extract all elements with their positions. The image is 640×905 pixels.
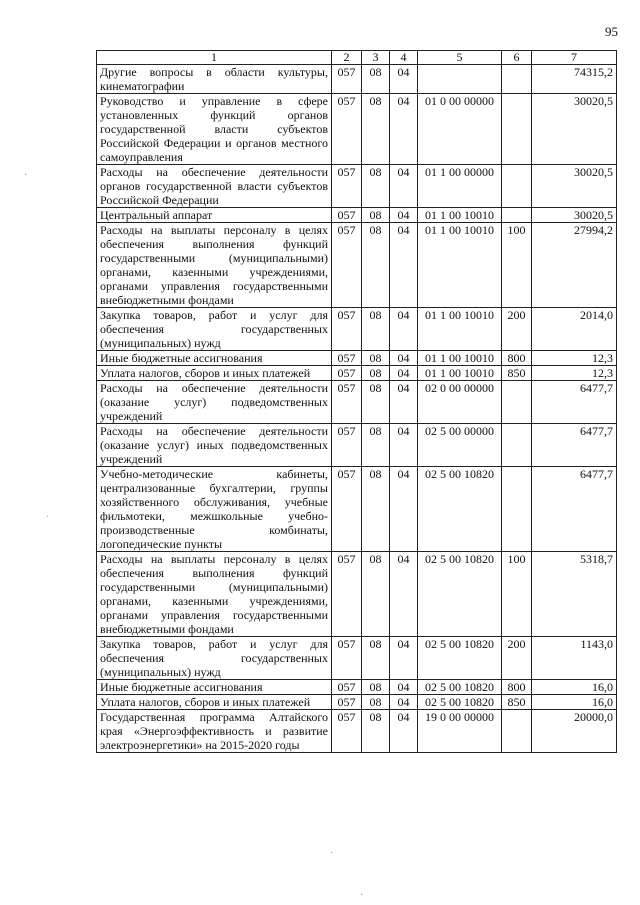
cell-rz: 08 xyxy=(362,695,390,710)
cell-ved: 057 xyxy=(332,467,362,552)
cell-rz: 08 xyxy=(362,710,390,753)
column-header: 2 xyxy=(332,51,362,65)
cell-ved: 057 xyxy=(332,94,362,165)
cell-pr: 04 xyxy=(390,710,418,753)
cell-pr: 04 xyxy=(390,65,418,94)
cell-name: Уплата налогов, сборов и иных платежей xyxy=(97,695,332,710)
cell-ved: 057 xyxy=(332,208,362,223)
table-row xyxy=(97,65,617,94)
table-row xyxy=(97,680,617,695)
cell-ved: 057 xyxy=(332,366,362,381)
cell-vr: 850 xyxy=(502,695,532,710)
cell-name: Расходы на обеспечение деятельности органов государственной власти субъектов Российской Федерации xyxy=(97,165,332,208)
cell-ved: 057 xyxy=(332,65,362,94)
cell-vr: 100 xyxy=(502,223,532,308)
cell-rz: 08 xyxy=(362,680,390,695)
cell-csr: 02 5 00 10820 xyxy=(418,637,502,680)
cell-csr: 19 0 00 00000 xyxy=(418,710,502,753)
cell-rz: 08 xyxy=(362,366,390,381)
cell-csr: 02 5 00 10820 xyxy=(418,680,502,695)
table-row xyxy=(97,351,617,366)
cell-sum: 20000,0 xyxy=(532,710,617,753)
table-row xyxy=(97,94,617,165)
cell-ved: 057 xyxy=(332,223,362,308)
cell-sum: 74315,2 xyxy=(532,65,617,94)
cell-sum: 30020,5 xyxy=(532,208,617,223)
cell-pr: 04 xyxy=(390,351,418,366)
table-row xyxy=(97,637,617,680)
cell-name: Расходы на обеспечение деятельности (оказание услуг) подведомственных учреждений xyxy=(97,381,332,424)
table-row xyxy=(97,308,617,351)
cell-rz: 08 xyxy=(362,351,390,366)
cell-sum: 1143,0 xyxy=(532,637,617,680)
cell-vr xyxy=(502,467,532,552)
cell-rz: 08 xyxy=(362,467,390,552)
cell-ved: 057 xyxy=(332,680,362,695)
column-header: 6 xyxy=(502,51,532,65)
table-header-row xyxy=(97,51,617,65)
page-number: 95 xyxy=(605,24,618,39)
cell-csr: 01 1 00 00000 xyxy=(418,165,502,208)
cell-vr xyxy=(502,94,532,165)
cell-vr xyxy=(502,424,532,467)
cell-name: Центральный аппарат xyxy=(97,208,332,223)
column-header: 1 xyxy=(97,51,332,65)
cell-ved: 057 xyxy=(332,552,362,637)
cell-ved: 057 xyxy=(332,710,362,753)
cell-csr: 01 0 00 00000 xyxy=(418,94,502,165)
cell-rz: 08 xyxy=(362,424,390,467)
cell-vr xyxy=(502,65,532,94)
cell-rz: 08 xyxy=(362,94,390,165)
cell-name: Государственная программа Алтайского края «Энергоэффективность и развитие электроэнергетики» на 2015-2020 годы xyxy=(97,710,332,753)
cell-name: Расходы на обеспечение деятельности (оказание услуг) иных подведомственных учреждений xyxy=(97,424,332,467)
cell-name: Другие вопросы в области культуры, кинематографии xyxy=(97,65,332,94)
cell-name: Расходы на выплаты персоналу в целях обеспечения выполнения функций государственными (муниципальными) органами, казенными учреждениями, органами управления государственными внебюджетными фондами xyxy=(97,552,332,637)
table-row xyxy=(97,165,617,208)
cell-csr: 01 1 00 10010 xyxy=(418,308,502,351)
cell-vr: 200 xyxy=(502,308,532,351)
column-header: 3 xyxy=(362,51,390,65)
table-row xyxy=(97,552,617,637)
cell-rz: 08 xyxy=(362,381,390,424)
cell-csr: 02 5 00 10820 xyxy=(418,552,502,637)
cell-sum: 12,3 xyxy=(532,351,617,366)
cell-csr: 02 5 00 10820 xyxy=(418,467,502,552)
cell-name: Расходы на выплаты персоналу в целях обеспечения выполнения функций государственными (муниципальными) органами, казенными учреждениями, органами управления государственными внебюджетными фондами xyxy=(97,223,332,308)
cell-rz: 08 xyxy=(362,223,390,308)
cell-ved: 057 xyxy=(332,165,362,208)
cell-ved: 057 xyxy=(332,351,362,366)
scan-dot: · xyxy=(46,512,50,523)
cell-sum: 27994,2 xyxy=(532,223,617,308)
cell-rz: 08 xyxy=(362,208,390,223)
table-row xyxy=(97,208,617,223)
column-header: 4 xyxy=(390,51,418,65)
cell-vr: 850 xyxy=(502,366,532,381)
table-row xyxy=(97,366,617,381)
cell-rz: 08 xyxy=(362,165,390,208)
cell-pr: 04 xyxy=(390,680,418,695)
cell-sum: 6477,7 xyxy=(532,424,617,467)
cell-csr: 01 1 00 10010 xyxy=(418,208,502,223)
cell-csr: 01 1 00 10010 xyxy=(418,366,502,381)
table-body xyxy=(97,65,617,753)
cell-name: Руководство и управление в сфере установленных функций органов государственной власти субъектов Российской Федерации и органов местного самоуправления xyxy=(97,94,332,165)
cell-sum: 12,3 xyxy=(532,366,617,381)
cell-vr xyxy=(502,165,532,208)
cell-sum: 5318,7 xyxy=(532,552,617,637)
cell-name: Иные бюджетные ассигнования xyxy=(97,351,332,366)
cell-pr: 04 xyxy=(390,308,418,351)
cell-ved: 057 xyxy=(332,695,362,710)
table-row xyxy=(97,381,617,424)
table-row xyxy=(97,223,617,308)
cell-sum: 16,0 xyxy=(532,695,617,710)
cell-csr: 02 0 00 00000 xyxy=(418,381,502,424)
cell-csr: 02 5 00 10820 xyxy=(418,695,502,710)
cell-rz: 08 xyxy=(362,308,390,351)
cell-vr: 800 xyxy=(502,351,532,366)
cell-pr: 04 xyxy=(390,637,418,680)
cell-pr: 04 xyxy=(390,467,418,552)
cell-pr: 04 xyxy=(390,552,418,637)
cell-pr: 04 xyxy=(390,381,418,424)
cell-pr: 04 xyxy=(390,208,418,223)
column-header: 7 xyxy=(532,51,617,65)
cell-sum: 16,0 xyxy=(532,680,617,695)
cell-vr: 100 xyxy=(502,552,532,637)
cell-rz: 08 xyxy=(362,637,390,680)
cell-csr xyxy=(418,65,502,94)
cell-ved: 057 xyxy=(332,637,362,680)
cell-csr: 01 1 00 10010 xyxy=(418,223,502,308)
cell-pr: 04 xyxy=(390,695,418,710)
table-row xyxy=(97,424,617,467)
table-row xyxy=(97,710,617,753)
cell-ved: 057 xyxy=(332,424,362,467)
cell-vr: 200 xyxy=(502,637,532,680)
cell-vr xyxy=(502,208,532,223)
cell-csr: 02 5 00 00000 xyxy=(418,424,502,467)
cell-sum: 2014,0 xyxy=(532,308,617,351)
cell-pr: 04 xyxy=(390,424,418,467)
scan-dot: · xyxy=(360,890,364,901)
table-row xyxy=(97,467,617,552)
cell-sum: 6477,7 xyxy=(532,467,617,552)
cell-ved: 057 xyxy=(332,381,362,424)
table-row xyxy=(97,695,617,710)
cell-rz: 08 xyxy=(362,552,390,637)
cell-pr: 04 xyxy=(390,94,418,165)
cell-rz: 08 xyxy=(362,65,390,94)
cell-sum: 30020,5 xyxy=(532,165,617,208)
cell-csr: 01 1 00 10010 xyxy=(418,351,502,366)
cell-vr: 800 xyxy=(502,680,532,695)
cell-sum: 30020,5 xyxy=(532,94,617,165)
cell-sum: 6477,7 xyxy=(532,381,617,424)
cell-name: Уплата налогов, сборов и иных платежей xyxy=(97,366,332,381)
scan-dot: · xyxy=(24,170,28,181)
cell-name: Иные бюджетные ассигнования xyxy=(97,680,332,695)
cell-vr xyxy=(502,710,532,753)
cell-pr: 04 xyxy=(390,165,418,208)
scan-dot: · xyxy=(330,848,334,859)
cell-pr: 04 xyxy=(390,366,418,381)
cell-name: Закупка товаров, работ и услуг для обеспечения государственных (муниципальных) нужд xyxy=(97,308,332,351)
cell-name: Учебно-методические кабинеты, централизованные бухгалтерии, группы хозяйственного обслуживания, учебные фильмотеки, межшкольные учебно-производственные комбинаты, логопедические пункты xyxy=(97,467,332,552)
budget-table xyxy=(96,50,617,753)
cell-vr xyxy=(502,381,532,424)
column-header: 5 xyxy=(418,51,502,65)
cell-ved: 057 xyxy=(332,308,362,351)
cell-name: Закупка товаров, работ и услуг для обеспечения государственных (муниципальных) нужд xyxy=(97,637,332,680)
cell-pr: 04 xyxy=(390,223,418,308)
